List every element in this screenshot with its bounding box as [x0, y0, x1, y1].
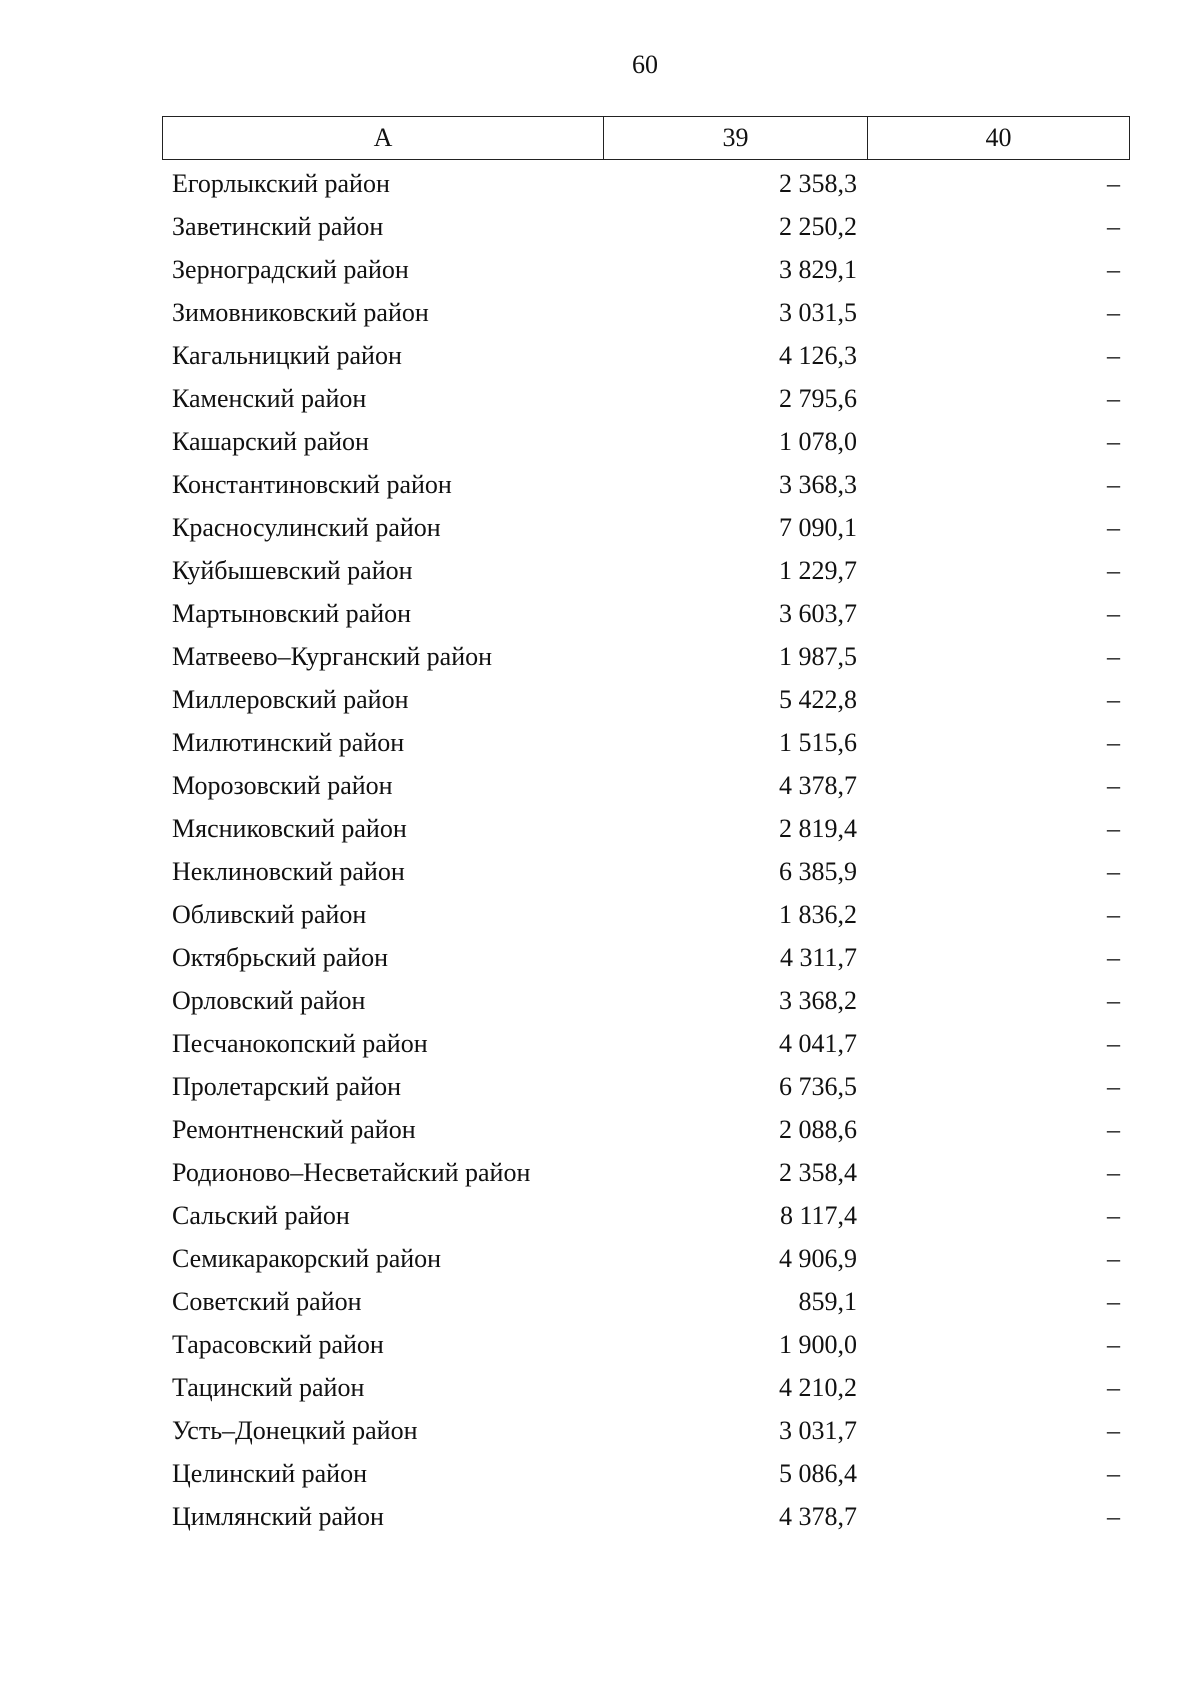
- district-name: Сальский район: [172, 1201, 350, 1230]
- value-col-40: –: [1107, 728, 1120, 757]
- table-row: [162, 463, 1130, 506]
- value-col-39: 5 422,8: [779, 685, 857, 714]
- value-col-40: –: [1107, 255, 1120, 284]
- table-row: [162, 506, 1130, 549]
- district-name: Кашарский район: [172, 427, 369, 456]
- table-row: [162, 205, 1130, 248]
- district-name: Целинский район: [172, 1459, 367, 1488]
- value-col-39: 3 829,1: [779, 255, 857, 284]
- value-col-40: –: [1107, 1459, 1120, 1488]
- table-row: [162, 893, 1130, 936]
- value-col-40: –: [1107, 900, 1120, 929]
- value-col-40: –: [1107, 298, 1120, 327]
- value-col-39: 1 229,7: [779, 556, 857, 585]
- table-row: [162, 1151, 1130, 1194]
- table-row: [162, 420, 1130, 463]
- table-row: [162, 979, 1130, 1022]
- table-row: [162, 592, 1130, 635]
- district-name: Зимовниковский район: [172, 298, 429, 327]
- district-name: Зерноградский район: [172, 255, 409, 284]
- value-col-39: 3 368,2: [779, 986, 857, 1015]
- value-col-39: 859,1: [798, 1287, 857, 1316]
- value-col-39: 3 031,7: [779, 1416, 857, 1445]
- value-col-40: –: [1107, 1416, 1120, 1445]
- table-body: [162, 162, 1130, 1538]
- table-row: [162, 1495, 1130, 1538]
- value-col-39: 1 987,5: [779, 642, 857, 671]
- value-col-40: –: [1107, 986, 1120, 1015]
- value-col-39: 4 126,3: [779, 341, 857, 370]
- table-row: [162, 1452, 1130, 1495]
- value-col-40: –: [1107, 771, 1120, 800]
- value-col-39: 6 385,9: [779, 857, 857, 886]
- value-col-39: 3 603,7: [779, 599, 857, 628]
- value-col-40: –: [1107, 599, 1120, 628]
- district-name: Морозовский район: [172, 771, 393, 800]
- table-row: [162, 377, 1130, 420]
- district-name: Тарасовский район: [172, 1330, 384, 1359]
- value-col-40: –: [1107, 1158, 1120, 1187]
- value-col-39: 4 311,7: [779, 943, 857, 972]
- district-name: Усть–Донецкий район: [172, 1416, 418, 1445]
- value-col-40: –: [1107, 470, 1120, 499]
- value-col-40: –: [1107, 1287, 1120, 1316]
- table-row: [162, 549, 1130, 592]
- value-col-40: –: [1107, 1330, 1120, 1359]
- value-col-40: –: [1107, 685, 1120, 714]
- table-row: [162, 1323, 1130, 1366]
- district-name: Семикаракорский район: [172, 1244, 442, 1273]
- value-col-40: –: [1107, 642, 1120, 671]
- district-name: Красносулинский район: [172, 513, 441, 542]
- table-row: [162, 678, 1130, 721]
- value-col-39: 4 041,7: [779, 1029, 857, 1058]
- value-col-39: 2 250,2: [779, 212, 857, 241]
- value-col-39: 1 900,0: [779, 1330, 857, 1359]
- table-row: [162, 162, 1130, 205]
- table-row: [162, 1237, 1130, 1280]
- value-col-39: 2 358,3: [779, 169, 857, 198]
- value-col-39: 2 088,6: [779, 1115, 857, 1144]
- column-header-39: 39: [604, 117, 868, 159]
- value-col-40: –: [1107, 384, 1120, 413]
- table-row: [162, 1108, 1130, 1151]
- column-header-40: 40: [985, 123, 1012, 152]
- district-name: Пролетарский район: [172, 1072, 402, 1101]
- value-col-39: 7 090,1: [779, 513, 857, 542]
- value-col-40: –: [1107, 1115, 1120, 1144]
- table-row: [162, 850, 1130, 893]
- table-row: [162, 635, 1130, 678]
- value-col-40: –: [1107, 1029, 1120, 1058]
- value-col-39: 5 086,4: [779, 1459, 857, 1488]
- table-row: [162, 291, 1130, 334]
- value-col-39: 4 906,9: [779, 1244, 857, 1273]
- district-name: Тацинский район: [172, 1373, 365, 1402]
- district-name: Орловский район: [172, 986, 366, 1015]
- district-name: Родионово–Несветайский район: [172, 1158, 531, 1187]
- district-name: Милютинский район: [172, 728, 405, 757]
- value-col-40: –: [1107, 857, 1120, 886]
- district-name: Обливский район: [172, 900, 367, 929]
- value-col-39: 8 117,4: [779, 1201, 857, 1230]
- district-name: Песчанокопский район: [172, 1029, 428, 1058]
- district-name: Неклиновский район: [172, 857, 405, 886]
- value-col-40: –: [1107, 427, 1120, 456]
- table-row: [162, 248, 1130, 291]
- district-name: Егорлыкский район: [172, 169, 390, 198]
- table-row: [162, 1194, 1130, 1237]
- value-col-39: 1 515,6: [779, 728, 857, 757]
- table-row: [162, 334, 1130, 377]
- district-name: Матвеево–Курганский район: [172, 642, 493, 671]
- table-row: [162, 936, 1130, 979]
- page-number: 60: [632, 50, 658, 79]
- value-col-39: 3 031,5: [779, 298, 857, 327]
- value-col-39: 4 378,7: [779, 1502, 857, 1531]
- value-col-40: –: [1107, 513, 1120, 542]
- district-name: Константиновский район: [172, 470, 452, 499]
- district-name: Каменский район: [172, 384, 367, 413]
- value-col-40: –: [1107, 943, 1120, 972]
- value-col-39: 6 736,5: [779, 1072, 857, 1101]
- district-name: Куйбышевский район: [172, 556, 413, 585]
- table-row: [162, 764, 1130, 807]
- value-col-40: –: [1107, 212, 1120, 241]
- value-col-39: 4 210,2: [779, 1373, 857, 1402]
- table-row: [162, 1366, 1130, 1409]
- value-col-39: 4 378,7: [779, 771, 857, 800]
- table-row: [162, 1280, 1130, 1323]
- value-col-40: –: [1107, 169, 1120, 198]
- value-col-40: –: [1107, 1244, 1120, 1273]
- value-col-39: 1 836,2: [779, 900, 857, 929]
- table-row: [162, 721, 1130, 764]
- table-row: [162, 807, 1130, 850]
- table-row: [162, 1065, 1130, 1108]
- value-col-40: –: [1107, 1502, 1120, 1531]
- district-name: Мартыновский район: [172, 599, 412, 628]
- value-col-39: 1 078,0: [779, 427, 857, 456]
- district-name: Миллеровский район: [172, 685, 409, 714]
- table-header: [162, 116, 1130, 160]
- value-col-40: –: [1107, 1373, 1120, 1402]
- column-header-a: А: [163, 117, 604, 159]
- value-col-39: 3 368,3: [779, 470, 857, 499]
- value-col-40: –: [1107, 1072, 1120, 1101]
- district-name: Мясниковский район: [172, 814, 407, 843]
- table-row: [162, 1022, 1130, 1065]
- value-col-39: 2 358,4: [779, 1158, 857, 1187]
- district-name: Ремонтненский район: [172, 1115, 416, 1144]
- value-col-40: –: [1107, 556, 1120, 585]
- value-col-39: 2 795,6: [779, 384, 857, 413]
- district-name: Советский район: [172, 1287, 362, 1316]
- district-name: Заветинский район: [172, 212, 384, 241]
- value-col-39: 2 819,4: [779, 814, 857, 843]
- value-col-40: –: [1107, 1201, 1120, 1230]
- district-name: Цимлянский район: [172, 1502, 384, 1531]
- value-col-40: –: [1107, 814, 1120, 843]
- district-name: Кагальницкий район: [172, 341, 402, 370]
- district-name: Октябрьский район: [172, 943, 388, 972]
- value-col-40: –: [1107, 341, 1120, 370]
- table-row: [162, 1409, 1130, 1452]
